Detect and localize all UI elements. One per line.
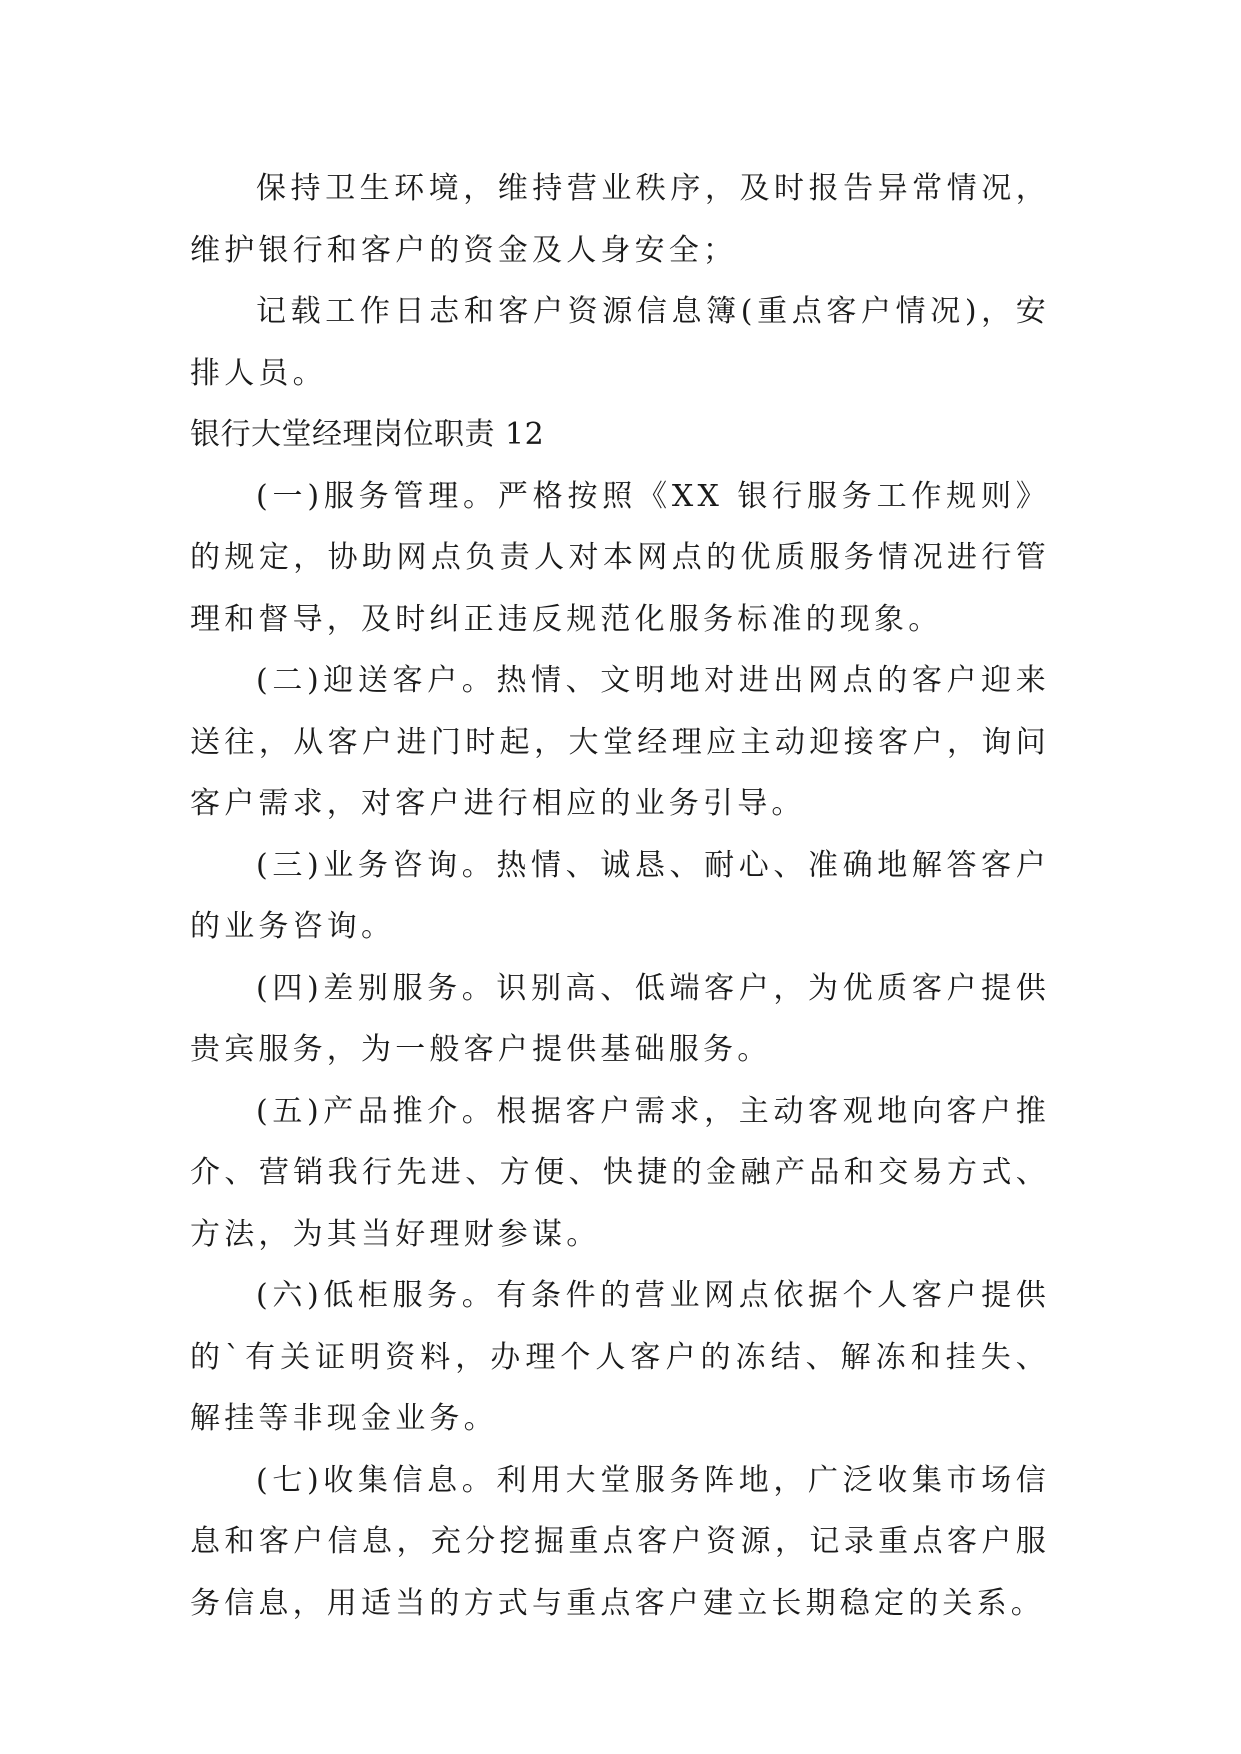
paragraph-hygiene-order: 保持卫生环境，维持营业秩序，及时报告异常情况，维护银行和客户的资金及人身安全； xyxy=(190,171,1050,268)
paragraph-collect-information: (七)收集信息。利用大堂服务阵地，广泛收集市场信息和客户信息，充分挖掘重点客户资源，记录重点客户服务信息，用适当的方式与重点客户建立长期稳定的关系。 xyxy=(190,1462,1050,1621)
paragraph-product-promotion: (五)产品推介。根据客户需求，主动客观地向客户推介、营销我行先进、方便、快捷的金融产品和交易方式、方法，为其当好理财参谋。 xyxy=(190,1093,1050,1252)
document-body xyxy=(190,158,1050,1634)
paragraph-work-log: 记载工作日志和客户资源信息簿(重点客户情况)，安排人员。 xyxy=(190,294,1050,391)
paragraph-differentiated-service: (四)差别服务。识别高、低端客户，为优质客户提供贵宾服务，为一般客户提供基础服务。 xyxy=(190,970,1050,1067)
section-heading: 银行大堂经理岗位职责 12 xyxy=(190,417,545,452)
paragraph-service-management: (一)服务管理。严格按照《XX 银行服务工作规则》的规定，协助网点负责人对本网点的优质服务情况进行管理和督导，及时纠正违反规范化服务标准的现象。 xyxy=(190,478,1050,637)
paragraph-business-consulting: (三)业务咨询。热情、诚恳、耐心、准确地解答客户的业务咨询。 xyxy=(190,847,1050,944)
paragraph-low-counter-service: (六)低柜服务。有条件的营业网点依据个人客户提供的`有关证明资料，办理个人客户的冻结、解冻和挂失、解挂等非现金业务。 xyxy=(190,1278,1050,1436)
paragraph-greeting-customers: (二)迎送客户。热情、文明地对进出网点的客户迎来送往，从客户进门时起，大堂经理应主动迎接客户，询问客户需求，对客户进行相应的业务引导。 xyxy=(190,663,1050,821)
